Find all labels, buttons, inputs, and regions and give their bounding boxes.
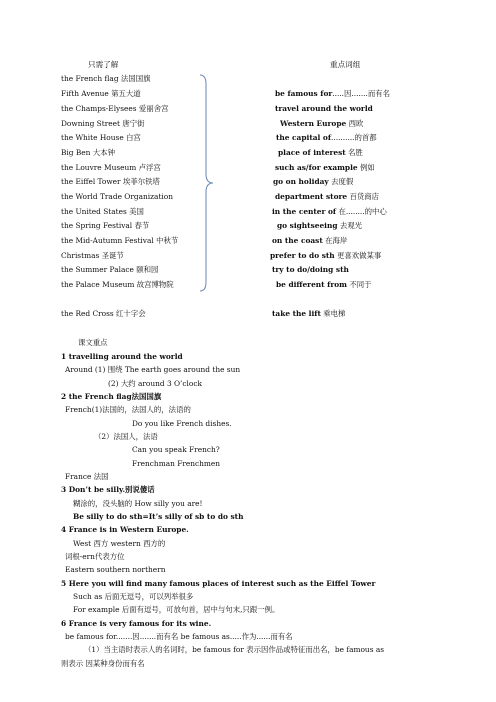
vocab-right-item bbox=[270, 251, 381, 260]
phrase-term: department store bbox=[275, 192, 348, 201]
vocab-right-item bbox=[275, 192, 379, 201]
phrase-meaning: ..........的首都 bbox=[331, 133, 377, 142]
phrase-meaning: 例如 bbox=[357, 163, 375, 172]
phrase-term: place of interest bbox=[278, 148, 346, 157]
vocab-left-item: the French flag 法国国旗 bbox=[61, 74, 151, 83]
phrase-term: prefer to do sth bbox=[270, 251, 335, 260]
note-line: 2 the French flag法国国旗 bbox=[61, 392, 162, 401]
curly-brace-icon bbox=[198, 74, 214, 292]
vocab-right-item bbox=[276, 280, 372, 289]
phrase-meaning: 西欧 bbox=[346, 119, 364, 128]
note-line: Can you speak French? bbox=[132, 445, 220, 454]
phrase-term: on the coast bbox=[272, 236, 323, 245]
note-line: Such as 后面无逗号，可以列举很多 bbox=[73, 592, 194, 601]
vocab-right-item bbox=[277, 221, 362, 230]
vocab-right-item bbox=[276, 133, 377, 142]
vocab-right-item bbox=[272, 207, 387, 216]
note-line: 则表示 因某种身份而有名 bbox=[61, 659, 145, 668]
note-line: (2) 大约 around 3 O’clock bbox=[108, 379, 202, 388]
vocab-right-item bbox=[278, 148, 363, 157]
vocab-left-item: the Mid-Autumn Festival 中秋节 bbox=[61, 236, 179, 245]
phrase-meaning: 更喜欢做某事 bbox=[334, 251, 382, 260]
phrase-meaning: 在海岸 bbox=[322, 236, 348, 245]
note-line: Do you like French dishes. bbox=[132, 419, 232, 428]
phrase-term: try to do/doing sth bbox=[272, 265, 349, 274]
vocab-left-item: Christmas 圣诞节 bbox=[61, 251, 124, 260]
vocab-left-item: the White House 白宫 bbox=[61, 133, 141, 142]
phrase-meaning: 去度假 bbox=[328, 177, 354, 186]
vocab-left-item: the Palace Museum 故宫博物院 bbox=[61, 280, 174, 289]
vocab-right-item bbox=[272, 265, 349, 274]
vocab-right-item bbox=[275, 163, 375, 172]
header-left: 只需了解 bbox=[88, 60, 119, 69]
phrase-meaning: 乘电梯 bbox=[320, 309, 346, 318]
note-line: 3 Don’t be silly.别说傻话 bbox=[61, 485, 155, 494]
note-line: For example 后面有逗号，可放句首，居中与句末,只跟一例。 bbox=[73, 605, 280, 614]
note-line: 糊涂的，没头脑的 How silly you are! bbox=[73, 499, 203, 508]
header-right: 重点词组 bbox=[330, 60, 361, 69]
vocab-left-item: the Spring Festival 春节 bbox=[61, 221, 150, 230]
phrase-meaning: 百货商店 bbox=[347, 192, 380, 201]
notes-heading: 课文重点 bbox=[78, 338, 108, 347]
phrase-term: be different from bbox=[276, 280, 347, 289]
vocab-left-item: the World Trade Organization bbox=[61, 192, 173, 201]
vocab-left-item: the Summer Palace 颐和园 bbox=[61, 265, 159, 274]
vocab-left-item: Downing Street 唐宁街 bbox=[61, 119, 145, 128]
note-line: Eastern southern northern bbox=[65, 565, 166, 574]
phrase-meaning: 在........的中心 bbox=[336, 207, 387, 216]
vocab-left-item: the United States 美国 bbox=[61, 207, 144, 216]
phrase-meaning: 不同于 bbox=[346, 280, 372, 289]
vocab-left-item: the Louvre Museum 卢浮宫 bbox=[61, 163, 161, 172]
vocab-right-item bbox=[273, 177, 353, 186]
vocab-right-item bbox=[275, 89, 390, 98]
phrase-term: in the center of bbox=[272, 207, 337, 216]
vocab-right-item bbox=[272, 309, 345, 318]
vocab-left-item: Fifth Avenue 第五大道 bbox=[61, 89, 141, 98]
phrase-term: such as/for example bbox=[275, 163, 358, 172]
note-line: Frenchman Frenchmen bbox=[132, 459, 221, 468]
vocab-right-item bbox=[280, 119, 363, 128]
phrase-term: be famous for bbox=[275, 89, 333, 98]
note-line: French(1)法国的，法国人的，法语的 bbox=[65, 405, 191, 414]
note-line: （2）法国人，法语 bbox=[94, 432, 158, 441]
vocab-left-item: Big Ben 大本钟 bbox=[61, 148, 115, 157]
note-line: France 法国 bbox=[65, 472, 109, 481]
note-line: Be silly to do sth=It’s silly of sb to do sth bbox=[73, 512, 244, 521]
note-line: 6 France is very famous for its wine. bbox=[61, 619, 212, 628]
note-line: 4 France is in Western Europe. bbox=[61, 525, 189, 534]
phrase-meaning: .....因.......而有名 bbox=[332, 89, 391, 98]
phrase-term: Western Europe bbox=[280, 119, 347, 128]
vocab-right-item bbox=[272, 236, 347, 245]
phrase-term: go on holiday bbox=[273, 177, 329, 186]
note-line: 1 travelling around the world bbox=[61, 352, 183, 361]
phrase-term: travel around the world bbox=[275, 104, 373, 113]
note-line: West 西方 western 西方的 bbox=[73, 539, 166, 548]
phrase-term: go sightseeing bbox=[277, 221, 338, 230]
phrase-term: take the lift bbox=[272, 309, 321, 318]
note-line: be famous for.......因.......而有名 be famous as.....作为......而有名 bbox=[65, 632, 293, 641]
note-line: （1）当主语时表示人的名词时，be famous for 表示因作品或特征而出名，be famous as bbox=[84, 645, 385, 654]
note-line: 词根-ern代表方位 bbox=[65, 552, 125, 561]
vocab-left-item: the Champs-Elysees 爱丽舍宫 bbox=[61, 104, 169, 113]
vocab-left-item: the Red Cross 红十字会 bbox=[61, 309, 146, 318]
phrase-meaning: 去观光 bbox=[337, 221, 363, 230]
vocab-right-item bbox=[275, 104, 373, 113]
note-line: Around (1) 围绕 The earth goes around the sun bbox=[65, 365, 241, 374]
phrase-meaning: 名胜 bbox=[345, 148, 363, 157]
vocab-left-item: the Eiffel Tower 埃菲尔铁塔 bbox=[61, 177, 160, 186]
note-line: 5 Here you will find many famous places of interest such as the Eiffel Tower bbox=[61, 579, 376, 588]
phrase-term: the capital of bbox=[276, 133, 332, 142]
